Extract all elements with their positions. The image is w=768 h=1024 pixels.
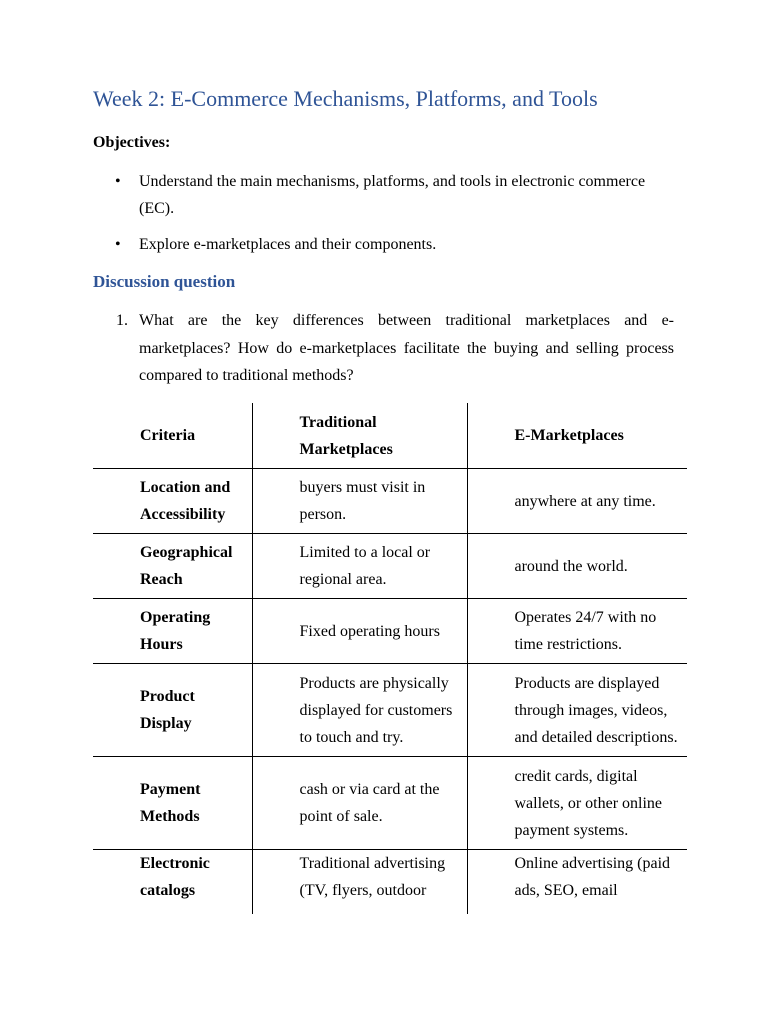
table-row [93, 534, 687, 599]
list-item [93, 168, 693, 222]
table-cell: anywhere at any time. [467, 469, 687, 534]
question-line: compared to traditional methods? [139, 367, 354, 384]
objective-text: Understand the main mechanisms, platforms, and tools in electronic commerce (EC). [139, 173, 646, 217]
table-cell: buyers must visit in person. [252, 469, 467, 534]
bullet-icon: • [115, 236, 121, 253]
table-cell: Online advertising (paid ads, SEO, email [467, 850, 687, 915]
table-row [93, 757, 687, 850]
question-number: 1. [116, 312, 128, 329]
table-cell: Products are displayed through images, videos, and detailed descriptions. [467, 664, 687, 757]
table-cell: Products are physically displayed for customers to touch and try. [252, 664, 467, 757]
table-cell: Electronic catalogs [93, 850, 252, 915]
table-cell: Operates 24/7 with no time restrictions. [467, 599, 687, 664]
question-line: What are the key differences between traditional marketplaces and e- [139, 312, 674, 329]
question-line: marketplaces? How do e-marketplaces facilitate the buying and selling process [139, 339, 674, 357]
table-row [93, 599, 687, 664]
table-row [93, 664, 687, 757]
table-cell: Operating Hours [93, 599, 252, 664]
table-cell: Geographical Reach [93, 534, 252, 599]
objectives-list [93, 168, 693, 258]
table-cell: around the world. [467, 534, 687, 599]
table-cell: Payment Methods [93, 757, 252, 850]
column-header: E-Marketplaces [514, 427, 624, 444]
table-row [93, 850, 687, 915]
column-header: Criteria [93, 403, 252, 469]
table-cell: Product Display [93, 664, 252, 757]
table-header-row [93, 403, 687, 469]
table-cell: Location and Accessibility [93, 469, 252, 534]
column-header: Traditional Marketplaces [252, 403, 467, 469]
table-cell: Limited to a local or regional area. [252, 534, 467, 599]
table-cell: credit cards, digital wallets, or other online payment systems. [467, 757, 687, 850]
list-item [93, 231, 693, 258]
comparison-table [93, 403, 687, 914]
table-cell: cash or via card at the point of sale. [252, 757, 467, 850]
table-cell: Fixed operating hours [252, 599, 467, 664]
table-cell: Traditional advertising (TV, flyers, outdoor [252, 850, 467, 915]
question-text [139, 307, 674, 390]
discussion-heading: Discussion question [93, 272, 236, 291]
page-title: Week 2: E-Commerce Mechanisms, Platforms, and Tools [93, 86, 598, 111]
table-row [93, 469, 687, 534]
bullet-icon: • [115, 173, 121, 190]
objective-text: Explore e-marketplaces and their components. [139, 236, 437, 253]
objectives-label: Objectives: [93, 134, 171, 151]
